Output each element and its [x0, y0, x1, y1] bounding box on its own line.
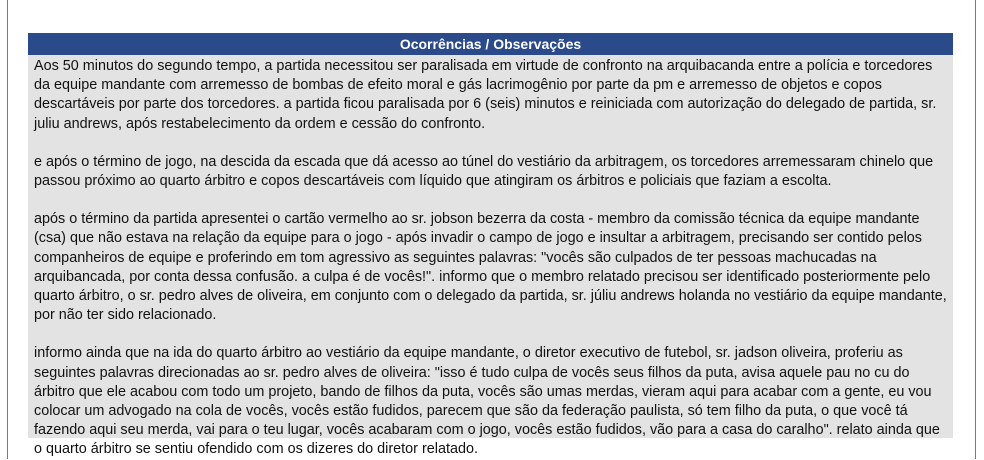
observation-paragraph: Aos 50 minutos do segundo tempo, a partida necessitou ser paralisada em virtude de confronto na arquibacanda entre a polícia e torcedores da equipe mandante com arremesso de bombas de efeito moral e gás lacrimogênio por parte da pm e arremesso de objetos e copos descartáveis por parte dos torcedores. a partida ficou paralisada por 6 (seis) minutos e reiniciada com autorização do delegado de partida, sr. juliu andrews, após restabelecimento da ordem e cessão do confronto.	[34, 58, 937, 132]
document-frame	[7, 0, 976, 459]
observation-paragraph: informo ainda que na ida do quarto árbitro ao vestiário da equipe mandante, o diretor executivo de futebol, sr. jadson oliveira, proferiu as seguintes palavras direcionadas ao sr. pedro alves de oliveira: "isso é tudo culpa de vocês seus filhos da puta, avisa aquele pau no cu do árbitro que ele acabou com todo um projeto, bando de filhos da puta, vocês são umas merdas, vieram aqui para acabar com a gente, eu vou colocar um advogado na cola de vocês, vocês estão fudidos, parecem que são da federação paulista, só tem filho da puta, o que você tá fazendo aqui seu merda, vai para o teu lugar, vocês acabaram com o jogo, vocês estão fudidos, vão para a casa do caralho". relato ainda que o quarto árbitro se sentiu ofendido com os dizeres do diretor relatado.	[34, 345, 940, 458]
observations-body	[28, 55, 953, 460]
observations-panel	[28, 33, 953, 458]
section-header: Ocorrências / Observações	[28, 33, 953, 55]
observation-paragraph: após o término da partida apresentei o cartão vermelho ao sr. jobson bezerra da costa - membro da comissão técnica da equipe mandante (csa) que não estava na relação da equipe para o jogo - após invadir o campo de jogo e insultar a arbitragem, precisando ser contido pelos companheiros de equipe e proferindo em tom agressivo as seguintes palavras: "vocês são culpados de ter pessoas machucadas na arquibancada, por conta dessa confusão. a culpa é de vocês!". informo que o membro relatado precisou ser identificado posteriormente pelo quarto árbitro, o sr. pedro alves de oliveira, em conjunto com o delegado da partida, sr. júliu andrews holanda no vestiário da equipe mandante, por não ter sido relacionado.	[34, 211, 947, 324]
observation-paragraph: e após o término de jogo, na descida da escada que dá acesso ao túnel do vestiário da arbitragem, os torcedores arremessaram chinelo que passou próximo ao quarto árbitro e copos descartáveis com líquido que atingiram os árbitros e policiais que faziam a escolta.	[34, 153, 934, 190]
